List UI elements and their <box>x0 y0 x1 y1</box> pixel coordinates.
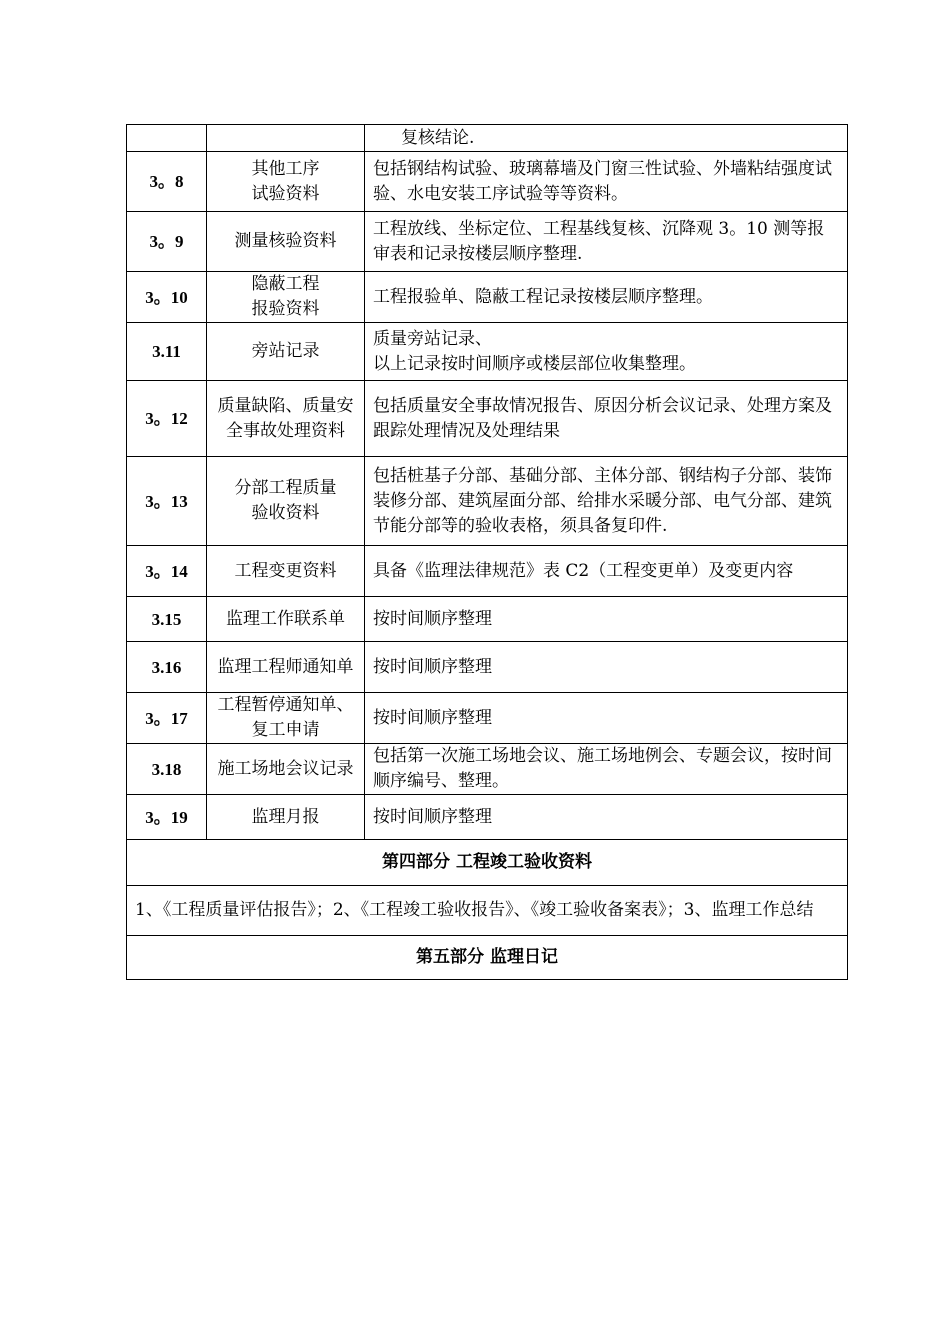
row-number-cell <box>127 125 207 152</box>
table-row <box>127 597 848 642</box>
table-row <box>127 381 848 457</box>
row-number-cell: 3。17 <box>127 693 207 744</box>
row-description-cell: 包括质量安全事故情况报告、原因分析会议记录、处理方案及跟踪处理情况及处理结果 <box>365 381 848 457</box>
row-name-cell: 工程变更资料 <box>207 546 365 597</box>
part4-title: 第四部分 工程竣工验收资料 <box>127 840 848 886</box>
part5-title: 第五部分 监理日记 <box>127 936 848 980</box>
row-name-cell: 工程暂停通知单、复工申请 <box>207 693 365 744</box>
row-number-cell: 3.16 <box>127 642 207 693</box>
part4-content: 1、《工程质量评估报告》；2、《工程竣工验收报告》、《竣工验收备案表》；3、监理工作总结 <box>127 886 848 936</box>
row-description-cell: 质量旁站记录、 以上记录按时间顺序或楼层部位收集整理。 <box>365 323 848 381</box>
row-name-cell: 旁站记录 <box>207 323 365 381</box>
table-row <box>127 272 848 323</box>
row-number-cell: 3。12 <box>127 381 207 457</box>
table-row <box>127 125 848 152</box>
row-number-cell: 3。8 <box>127 152 207 212</box>
table-row <box>127 323 848 381</box>
row-description-cell: 复核结论. <box>365 125 848 152</box>
row-name-cell: 分部工程质量 验收资料 <box>207 457 365 546</box>
section-heading-row <box>127 936 848 980</box>
table-row <box>127 457 848 546</box>
row-description-cell: 按时间顺序整理 <box>365 642 848 693</box>
row-number-cell: 3。10 <box>127 272 207 323</box>
row-name-cell: 测量核验资料 <box>207 212 365 272</box>
row-name-cell: 其他工序 试验资料 <box>207 152 365 212</box>
row-name-cell: 质量缺陷、质量安全事故处理资料 <box>207 381 365 457</box>
row-description-cell: 按时间顺序整理 <box>365 795 848 840</box>
row-description-cell: 包括钢结构试验、玻璃幕墙及门窗三性试验、外墙粘结强度试验、水电安装工序试验等等资料。 <box>365 152 848 212</box>
row-description-cell: 具备《监理法律规范》表 C2（工程变更单）及变更内容 <box>365 546 848 597</box>
section-heading-row <box>127 840 848 886</box>
document-table <box>126 124 848 980</box>
row-description-cell: 包括第一次施工场地会议、施工场地例会、专题会议，按时间顺序编号、整理。 <box>365 744 848 795</box>
row-description-cell: 工程报验单、隐蔽工程记录按楼层顺序整理。 <box>365 272 848 323</box>
row-number-cell: 3。13 <box>127 457 207 546</box>
row-number-cell: 3.15 <box>127 597 207 642</box>
section-content-row <box>127 886 848 936</box>
table-row <box>127 744 848 795</box>
row-name-cell: 施工场地会议记录 <box>207 744 365 795</box>
row-description-cell: 按时间顺序整理 <box>365 693 848 744</box>
row-name-cell <box>207 125 365 152</box>
table-row <box>127 795 848 840</box>
row-name-cell: 监理工程师通知单 <box>207 642 365 693</box>
table-row <box>127 546 848 597</box>
table-row <box>127 152 848 212</box>
table-row <box>127 693 848 744</box>
row-number-cell: 3。14 <box>127 546 207 597</box>
row-name-cell: 隐蔽工程 报验资料 <box>207 272 365 323</box>
row-number-cell: 3。19 <box>127 795 207 840</box>
row-name-cell: 监理月报 <box>207 795 365 840</box>
row-number-cell: 3.18 <box>127 744 207 795</box>
row-name-cell: 监理工作联系单 <box>207 597 365 642</box>
row-description-cell: 工程放线、坐标定位、工程基线复核、沉降观 3。10 测等报审表和记录按楼层顺序整理. <box>365 212 848 272</box>
table-row <box>127 212 848 272</box>
row-description-cell: 包括桩基子分部、基础分部、主体分部、钢结构子分部、装饰装修分部、建筑屋面分部、给排水采暖分部、电气分部、建筑节能分部等的验收表格，须具备复印件. <box>365 457 848 546</box>
row-description-cell: 按时间顺序整理 <box>365 597 848 642</box>
row-number-cell: 3。9 <box>127 212 207 272</box>
row-number-cell: 3.11 <box>127 323 207 381</box>
table-row <box>127 642 848 693</box>
